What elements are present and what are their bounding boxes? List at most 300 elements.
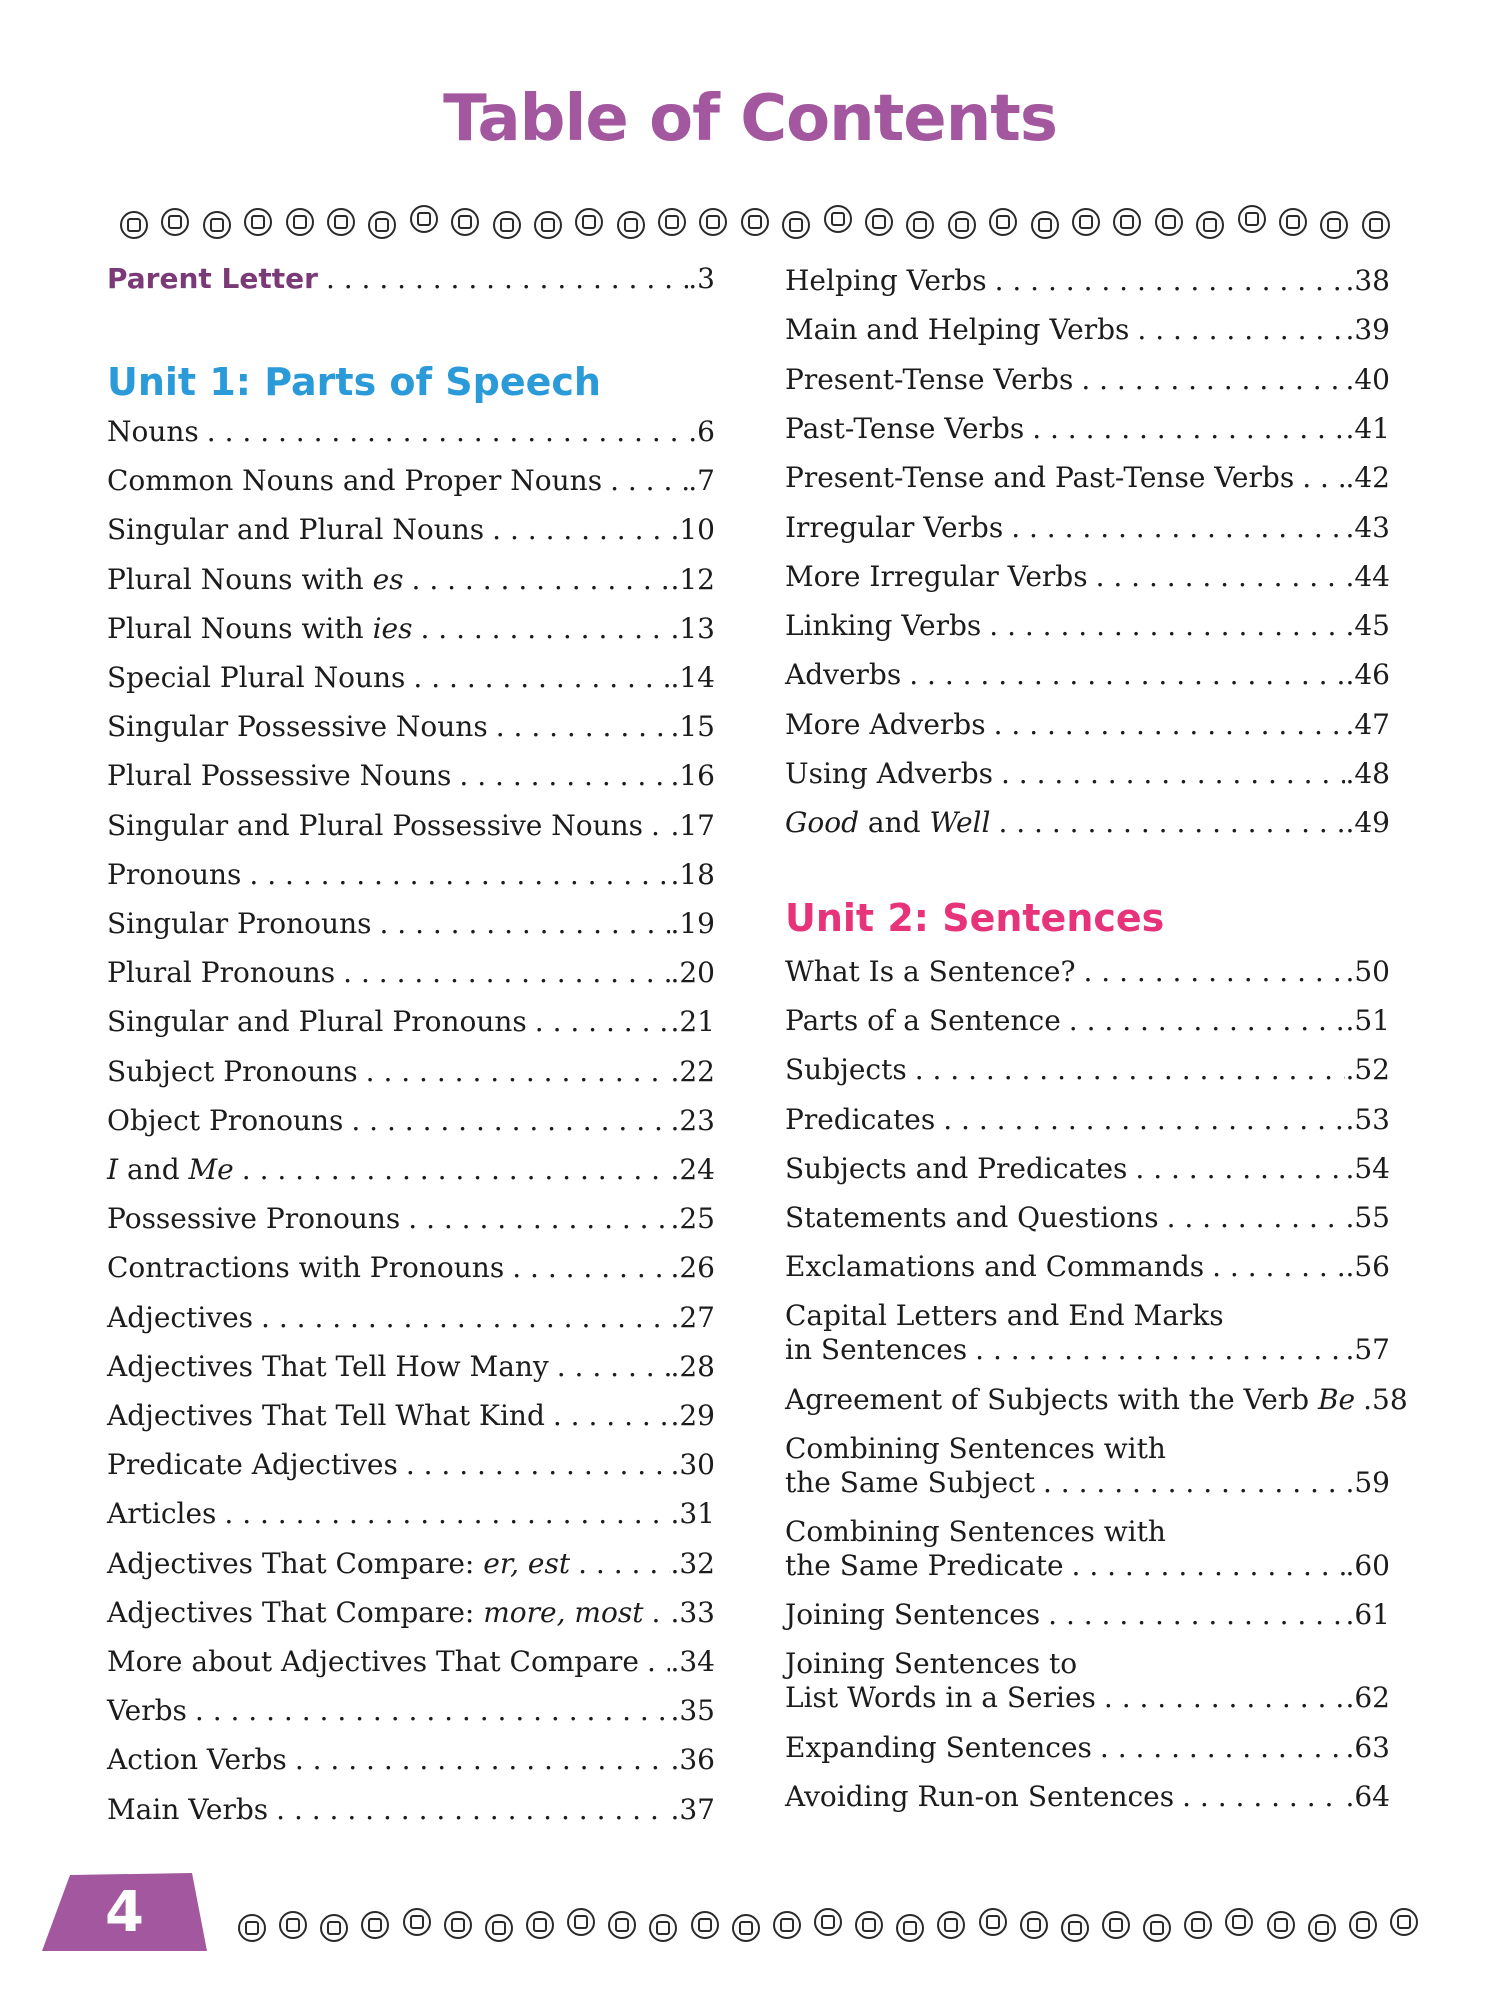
toc-entry-page: .20: [670, 956, 715, 990]
toc-entry-page: .25: [670, 1202, 715, 1236]
toc-entry-label-text: Common Nouns and Proper Nouns: [107, 464, 603, 498]
circle-ornament-icon: [526, 1911, 554, 1939]
toc-entry-line2: [785, 1466, 1390, 1500]
toc-entry-label: [107, 1153, 242, 1187]
toc-entry-label: [107, 1005, 535, 1039]
toc-entry-page: .22: [670, 1054, 715, 1088]
dot-leader: [459, 759, 670, 793]
toc-entry-label-text: Plural Nouns with: [107, 611, 373, 645]
circle-ornament-icon: [1143, 1914, 1171, 1942]
circle-ornament-icon: [691, 1911, 719, 1939]
toc-entry-page: .61: [1345, 1598, 1390, 1632]
toc-entry[interactable]: [107, 1251, 715, 1285]
toc-entry[interactable]: [785, 1598, 1390, 1632]
toc-entry-label: [107, 661, 413, 695]
dot-leader: [1100, 1731, 1346, 1765]
toc-entry-label-line2: the Same Predicate: [785, 1549, 1064, 1582]
dot-leader: [276, 1793, 670, 1827]
toc-entry-page: .43: [1345, 510, 1390, 544]
unit1-heading: Unit 1: Parts of Speech: [107, 360, 601, 404]
circle-ornament-icon: [567, 1908, 595, 1936]
toc-entry[interactable]: [785, 1250, 1390, 1284]
toc-entry-label-italic: es: [372, 562, 404, 596]
toc-entry-label: [785, 757, 1001, 791]
circle-ornament-icon: [1238, 205, 1266, 233]
toc-entry[interactable]: [107, 1448, 715, 1482]
toc-entry-page: .29: [670, 1399, 715, 1432]
dot-leader: [651, 1596, 670, 1630]
toc-entry-page: .64: [1345, 1779, 1390, 1813]
toc-entry-label-text: Linking Verbs: [785, 609, 982, 643]
toc-entry-label-text: Subject Pronouns: [107, 1054, 358, 1088]
toc-entry-parent-letter[interactable]: [107, 262, 715, 296]
toc-entry-label-line1: Joining Sentences to: [785, 1647, 1078, 1681]
toc-entry-page: .17: [670, 808, 715, 842]
toc-entry-label-text: Nouns: [107, 415, 199, 448]
toc-entry-label: [107, 1448, 406, 1482]
page-number: 4: [105, 1879, 144, 1945]
toc-entry-page: .50: [1345, 955, 1390, 988]
circle-ornament-icon: [320, 1914, 348, 1942]
toc-entry-label: [785, 708, 994, 742]
circle-ornament-icon: [608, 1911, 636, 1939]
toc-entry-page: .6: [688, 415, 715, 448]
toc-entry[interactable]: [107, 1301, 715, 1335]
toc-entry-label-text: Joining Sentences: [785, 1598, 1041, 1632]
circle-ornament-icon: [865, 208, 893, 236]
circle-ornament-icon: [896, 1914, 924, 1942]
circle-ornament-icon: [948, 211, 976, 239]
toc-entry-label: Parent Letter: [107, 262, 318, 295]
dot-leader: [578, 1547, 670, 1581]
toc-entry[interactable]: [785, 609, 1390, 643]
toc-entry-page: .47: [1345, 707, 1390, 741]
toc-entry-label-text: Main and Helping Verbs: [785, 313, 1130, 347]
toc-entry-label: [785, 264, 995, 298]
toc-entry[interactable]: [785, 658, 1390, 692]
circle-ornament-icon: [444, 1911, 472, 1939]
toc-entry-label: [785, 955, 1084, 989]
toc-entry-page: .18: [670, 857, 715, 891]
toc-entry-page: .19: [670, 907, 715, 940]
toc-entry[interactable]: [107, 1005, 715, 1039]
toc-entry-label-text: Articles: [107, 1497, 217, 1531]
circle-ornament-icon: [279, 1911, 307, 1939]
toc-entry[interactable]: [785, 1780, 1390, 1814]
dot-leader: [535, 1005, 671, 1039]
unit2-heading: Unit 2: Sentences: [785, 896, 1165, 940]
toc-entry-page: .41: [1345, 411, 1390, 445]
circle-ornament-icon: [1279, 208, 1307, 236]
toc-entry-label-text: Singular and Plural Nouns: [107, 513, 485, 547]
toc-entry[interactable]: [785, 560, 1390, 594]
toc-entry-label: [785, 1201, 1167, 1235]
toc-entry[interactable]: [785, 511, 1390, 545]
dot-leader: [1069, 1004, 1346, 1038]
toc-entry[interactable]: [107, 1596, 715, 1630]
toc-entry[interactable]: [107, 464, 715, 498]
toc-entry-page: .14: [670, 661, 715, 694]
toc-entry[interactable]: [107, 1153, 715, 1187]
toc-entry[interactable]: [107, 513, 715, 547]
toc-entry-page: .15: [670, 710, 715, 744]
toc-entry[interactable]: [107, 858, 715, 892]
circle-ornament-icon: [451, 208, 479, 236]
toc-entry[interactable]: [107, 710, 715, 744]
circle-ornament-icon: [1196, 211, 1224, 239]
dot-leader: [1048, 1598, 1345, 1632]
dot-leader: [1137, 313, 1345, 347]
toc-entry[interactable]: [107, 809, 715, 843]
toc-entry-label-text: Present-Tense Verbs: [785, 362, 1074, 396]
dot-leader: [1135, 1152, 1345, 1186]
toc-entry-page: .39: [1345, 313, 1390, 347]
toc-entry-label-text: Expanding Sentences: [785, 1730, 1092, 1764]
toc-entry[interactable]: [785, 1103, 1390, 1137]
toc-entry-label-text: More about Adjectives That Compare: [107, 1645, 639, 1678]
circle-ornament-icon: [493, 211, 521, 239]
toc-entry[interactable]: [107, 1399, 715, 1433]
toc-entry[interactable]: [107, 907, 715, 941]
dot-leader: [366, 1055, 671, 1089]
toc-entry-label-line2: List Words in a Series: [785, 1681, 1096, 1715]
circle-ornament-icon: [649, 1914, 677, 1942]
toc-entry-label: [785, 1383, 1363, 1417]
toc-entry[interactable]: [107, 1202, 715, 1236]
toc-entry[interactable]: [107, 1104, 715, 1138]
circle-ornament-icon: [244, 208, 272, 236]
toc-entry-label-text: More Adverbs: [785, 707, 986, 741]
toc-entry[interactable]: [785, 1053, 1390, 1087]
circle-ornament-icon: [203, 211, 231, 239]
toc-entry-label-text: Agreement of Subjects with the Verb: [785, 1382, 1318, 1416]
circle-ornament-icon: [120, 211, 148, 239]
toc-entry-label-text: Predicate Adjectives: [107, 1448, 398, 1482]
dot-leader: [1167, 1201, 1346, 1235]
circle-ornament-icon: [617, 211, 645, 239]
toc-entry-label-text: Adjectives That Tell How Many: [107, 1349, 549, 1383]
toc-entry-label-text: Contractions with Pronouns: [107, 1251, 505, 1285]
toc-entry-page: .49: [1345, 806, 1390, 840]
toc-entry[interactable]: [785, 757, 1390, 791]
circle-ornament-icon: [824, 205, 852, 233]
circle-ornament-icon: [403, 1908, 431, 1936]
dot-leader: [557, 1350, 671, 1384]
toc-entry-page: .12: [670, 562, 715, 596]
toc-entry-label-text: More Irregular Verbs: [785, 559, 1088, 593]
toc-entry[interactable]: [107, 563, 715, 597]
toc-entry[interactable]: [785, 708, 1390, 742]
toc-entry[interactable]: [785, 1004, 1390, 1038]
dot-leader: [1302, 461, 1345, 495]
toc-entry[interactable]: [785, 363, 1390, 397]
toc-entry[interactable]: [785, 1201, 1390, 1235]
toc-entry-label: [107, 1055, 366, 1089]
toc-entry-label-text: Avoiding Run-on Sentences: [785, 1779, 1175, 1813]
toc-entry-page: .36: [670, 1743, 715, 1777]
toc-entry-label-italic: Be: [1317, 1382, 1356, 1416]
dot-leader: [1072, 1549, 1346, 1583]
dot-leader: [651, 809, 670, 843]
circle-ornament-icon: [1155, 208, 1183, 236]
toc-entry-label-text: Past-Tense Verbs: [785, 411, 1025, 445]
toc-entry-label: [785, 1250, 1212, 1284]
toc-entry-label-italic: er, est: [483, 1546, 571, 1580]
toc-entry-label-text: and: [859, 806, 930, 840]
toc-entry-page: .38: [1345, 264, 1390, 297]
dot-leader: [989, 609, 1345, 643]
toc-entry[interactable]: [107, 1743, 715, 1777]
toc-entry[interactable]: [785, 1432, 1390, 1500]
toc-entry-label-italic: I: [107, 1153, 119, 1186]
dot-leader: [1084, 955, 1346, 989]
toc-entry[interactable]: [785, 1731, 1390, 1765]
toc-entry-page: .31: [670, 1497, 715, 1531]
toc-entry-label-text: and: [118, 1153, 189, 1186]
toc-entry-label: [785, 461, 1302, 495]
dot-leader: [1096, 560, 1346, 594]
toc-entry-page: .13: [670, 611, 715, 645]
circle-ornament-icon: [741, 208, 769, 236]
toc-entry-label-line1: Capital Letters and End Marks: [785, 1299, 1224, 1333]
circle-ornament-icon: [1308, 1914, 1336, 1942]
toc-entry[interactable]: [107, 1055, 715, 1089]
dot-leader: [351, 1104, 670, 1138]
toc-entry[interactable]: [107, 956, 715, 990]
toc-entry-page: .24: [670, 1153, 715, 1186]
toc-entry-label: [107, 1694, 195, 1728]
toc-entry-label: [785, 1103, 943, 1137]
toc-entry-page: .57: [1345, 1333, 1390, 1367]
toc-entry[interactable]: [107, 1350, 715, 1384]
toc-entry-label: [107, 1793, 276, 1827]
toc-entry[interactable]: [107, 1694, 715, 1728]
dot-leader: [1212, 1250, 1345, 1284]
decorative-circle-border-top: [120, 204, 1390, 240]
toc-entry-page: .21: [670, 1005, 715, 1039]
toc-entry-label: [107, 1399, 553, 1433]
toc-entry-page: .28: [670, 1349, 715, 1383]
circle-ornament-icon: [1390, 1908, 1418, 1936]
toc-entry-label: [785, 363, 1081, 397]
toc-entry-label: [785, 1598, 1048, 1632]
toc-entry-label-text: Adverbs: [785, 658, 902, 692]
dot-leader: [1182, 1780, 1345, 1814]
toc-entry[interactable]: [107, 1497, 715, 1531]
toc-entry-label: [107, 415, 207, 449]
dot-leader: [512, 1251, 670, 1285]
dot-leader: [1001, 757, 1345, 791]
toc-entry[interactable]: [107, 612, 715, 646]
dot-leader: [379, 907, 670, 941]
toc-entry-label: [107, 858, 249, 892]
dot-leader: [995, 264, 1346, 298]
toc-entry-page: .37: [670, 1792, 715, 1826]
circle-ornament-icon: [855, 1911, 883, 1939]
toc-entry-line2: [785, 1681, 1390, 1715]
circle-ornament-icon: [989, 208, 1017, 236]
toc-entry[interactable]: [107, 1547, 715, 1581]
circle-ornament-icon: [368, 211, 396, 239]
toc-entry[interactable]: [785, 955, 1390, 989]
dot-leader: [261, 1301, 670, 1335]
dot-leader: [242, 1153, 671, 1187]
toc-entry-label: [107, 1497, 224, 1531]
toc-entry-page: .46: [1345, 658, 1390, 692]
circle-ornament-icon: [1020, 1911, 1048, 1939]
toc-entry-label-text: Using Adverbs: [785, 757, 993, 790]
toc-entry-page: .63: [1345, 1730, 1390, 1764]
circle-ornament-icon: [361, 1911, 389, 1939]
dot-leader: [408, 1202, 670, 1236]
dot-leader: [909, 658, 1345, 692]
circle-ornament-icon: [238, 1914, 266, 1942]
dot-leader: [207, 415, 688, 449]
dot-leader: [1104, 1681, 1346, 1715]
circle-ornament-icon: [161, 208, 189, 236]
toc-entry-page: .27: [670, 1300, 715, 1334]
toc-entry[interactable]: [785, 1647, 1390, 1715]
toc-entry[interactable]: [785, 806, 1390, 840]
toc-entry-page: .55: [1345, 1201, 1390, 1234]
dot-leader: [224, 1497, 670, 1531]
toc-entry-label: [107, 563, 412, 597]
circle-ornament-icon: [1102, 1911, 1130, 1939]
circle-ornament-icon: [1320, 211, 1348, 239]
toc-entry-page: .30: [670, 1448, 715, 1482]
circle-ornament-icon: [327, 208, 355, 236]
dot-leader: [492, 513, 670, 547]
dot-leader: [406, 1448, 671, 1482]
toc-entry-page: .59: [1345, 1465, 1390, 1499]
toc-entry-label: [107, 1547, 578, 1581]
toc-entry-label-text: Singular and Plural Pronouns: [107, 1005, 527, 1039]
dot-leader: [1043, 1466, 1345, 1500]
toc-entry-label-italic: Good: [785, 806, 860, 840]
circle-ornament-icon: [1061, 1914, 1089, 1942]
circle-ornament-icon: [1184, 1911, 1212, 1939]
toc-entry-label-text: Adjectives That Compare:: [107, 1595, 484, 1629]
circle-ornament-icon: [814, 1908, 842, 1936]
toc-entry[interactable]: [785, 1515, 1390, 1583]
toc-entry[interactable]: [785, 412, 1390, 446]
toc-entry-page: .35: [670, 1694, 715, 1728]
toc-entry-label: [785, 806, 998, 840]
toc-entry-line2: [785, 1333, 1390, 1367]
toc-entry-label-text: Present-Tense and Past-Tense Verbs: [785, 461, 1295, 495]
toc-entry-label-italic: Well: [929, 806, 991, 840]
toc-entry-label-text: Special Plural Nouns: [107, 661, 406, 694]
toc-entry[interactable]: [107, 1793, 715, 1827]
toc-entry-page: .7: [688, 464, 715, 498]
toc-entry-label-text: Plural Nouns with: [107, 562, 373, 596]
toc-entry-label-text: Helping Verbs: [785, 264, 987, 297]
toc-entry[interactable]: [785, 1382, 1408, 1417]
circle-ornament-icon: [575, 208, 603, 236]
toc-entry-label-line1: Combining Sentences with: [785, 1515, 1166, 1548]
toc-entry-label-text: Parts of a Sentence: [785, 1004, 1061, 1038]
toc-entry-label: [107, 1301, 261, 1335]
circle-ornament-icon: [979, 1908, 1007, 1936]
toc-entry-label: [107, 1596, 651, 1630]
toc-entry-label-text: Subjects: [785, 1053, 907, 1087]
toc-entry-page: .33: [670, 1595, 715, 1629]
toc-entry[interactable]: [785, 1152, 1390, 1186]
toc-entry[interactable]: [785, 264, 1390, 298]
toc-entry-label: [107, 1743, 295, 1777]
toc-entry-label: [785, 560, 1096, 594]
dot-leader: [412, 563, 671, 597]
toc-entry-label-line2: in Sentences: [785, 1333, 968, 1367]
toc-entry-label-text: Object Pronouns: [107, 1103, 344, 1137]
dot-leader: [1081, 363, 1345, 397]
toc-entry[interactable]: [107, 759, 715, 793]
toc-entry-label: [107, 710, 496, 744]
toc-entry-label: [785, 412, 1032, 446]
toc-entry-label: [107, 464, 610, 498]
dot-leader: [610, 464, 688, 498]
toc-entry-page: .45: [1345, 609, 1390, 643]
toc-entry[interactable]: [107, 1645, 715, 1679]
toc-entry-page: .16: [670, 759, 715, 793]
dot-leader: [1032, 412, 1345, 446]
circle-ornament-icon: [1031, 211, 1059, 239]
toc-entry-page: .54: [1345, 1151, 1390, 1185]
circle-ornament-icon: [286, 208, 314, 236]
toc-entry-page: .10: [670, 513, 715, 547]
toc-entry-label-text: Plural Pronouns: [107, 956, 336, 990]
toc-entry[interactable]: [107, 415, 715, 449]
dot-leader: [943, 1103, 1345, 1137]
toc-entry-label-line1: Combining Sentences with: [785, 1431, 1166, 1465]
toc-entry-label-text: Statements and Questions: [785, 1201, 1159, 1234]
toc-entry-label-italic: ies: [372, 611, 413, 645]
circle-ornament-icon: [1349, 1911, 1377, 1939]
toc-entry-label: [107, 956, 343, 990]
toc-entry-label-text: What Is a Sentence?: [785, 955, 1076, 988]
circle-ornament-icon: [1072, 208, 1100, 236]
circle-ornament-icon: [658, 208, 686, 236]
toc-entry-label: [107, 513, 492, 547]
dot-leader: [1011, 511, 1345, 545]
circle-ornament-icon: [906, 211, 934, 239]
toc-entry[interactable]: [785, 1299, 1390, 1367]
toc-entry-label-text: Exclamations and Commands: [785, 1250, 1205, 1284]
toc-entry-label: [107, 1350, 557, 1384]
toc-entry-label-text: Adjectives: [107, 1300, 254, 1334]
toc-entry-label-text: Main Verbs: [107, 1792, 269, 1826]
toc-entry-line2: [785, 1549, 1390, 1583]
toc-entry-label: [107, 1104, 351, 1138]
toc-entry-label: [107, 612, 420, 646]
toc-entry-label-text: Irregular Verbs: [785, 510, 1004, 544]
toc-entry[interactable]: [785, 461, 1390, 495]
toc-entry-label-text: Adjectives That Compare:: [107, 1546, 484, 1580]
toc-entry-page: .23: [670, 1103, 715, 1137]
circle-ornament-icon: [1362, 211, 1390, 239]
dot-leader: [994, 708, 1346, 742]
dot-leader: [496, 710, 671, 744]
toc-entry-label: [785, 1152, 1135, 1186]
toc-entry[interactable]: [107, 661, 715, 695]
circle-ornament-icon: [937, 1911, 965, 1939]
toc-entry-label: [785, 1004, 1069, 1038]
toc-entry-page: .51: [1345, 1004, 1390, 1038]
toc-entry-page: .44: [1345, 559, 1390, 593]
toc-entry-label: [785, 609, 989, 643]
toc-entry[interactable]: [785, 313, 1390, 347]
page-number-badge: [42, 1873, 207, 1951]
